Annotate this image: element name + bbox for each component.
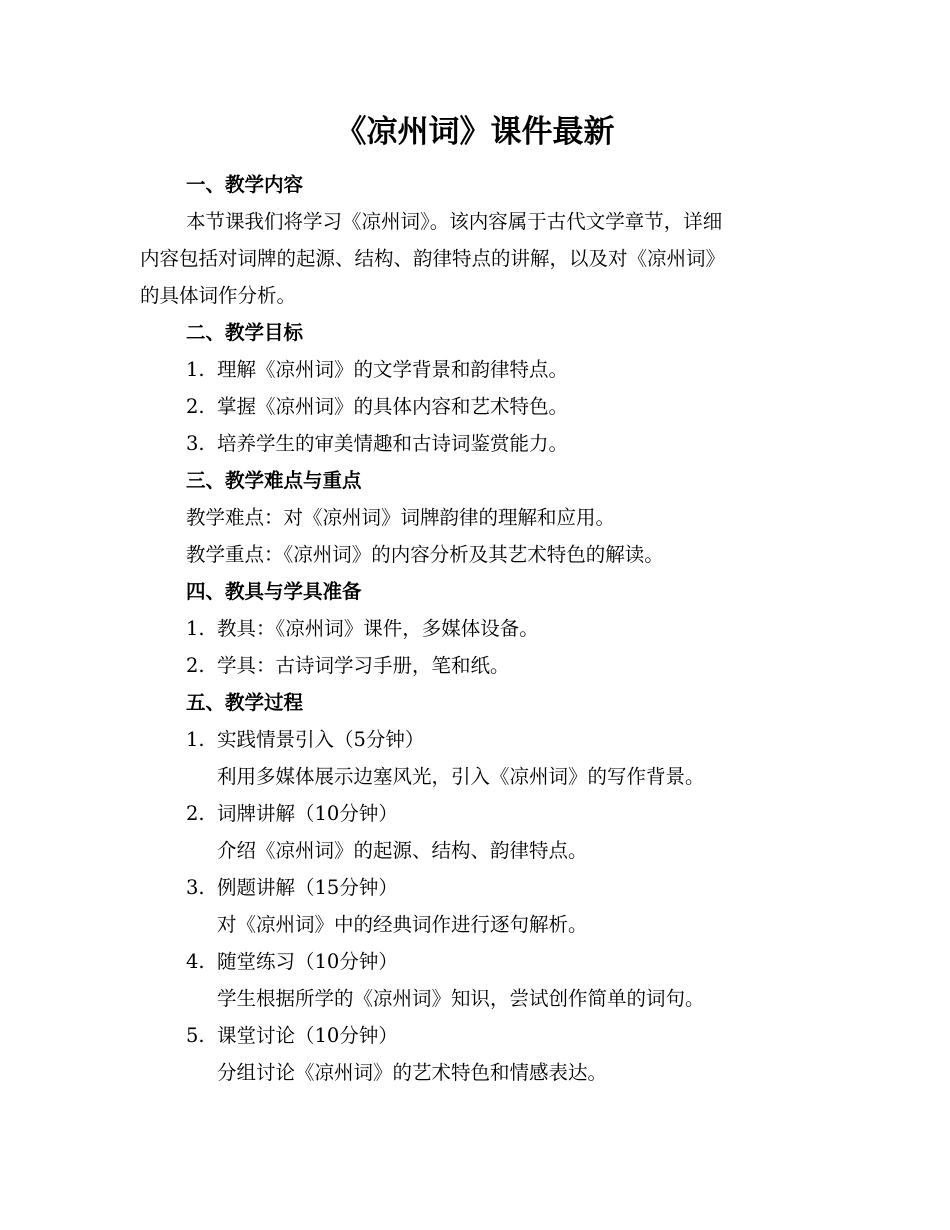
list-item: 学具：古诗词学习手册，笔和纸。 [217, 654, 510, 677]
list-number: 1. [186, 617, 205, 640]
key-point-line: 教学难点：对《凉州词》词牌韵律的理解和应用。 [186, 506, 616, 529]
step-number: 1. [186, 728, 205, 751]
list-item: 教具：《凉州词》课件，多媒体设备。 [217, 617, 539, 640]
key-point-line: 教学重点：《凉州词》的内容分析及其艺术特色的解读。 [186, 543, 664, 566]
step-description: 对《凉州词》中的经典词作进行逐句解析。 [217, 913, 588, 936]
step-description: 分组讨论《凉州词》的艺术特色和情感表达。 [217, 1061, 608, 1084]
step-description: 利用多媒体展示边塞风光，引入《凉州词》的写作背景。 [217, 765, 705, 788]
list-number: 2. [186, 654, 205, 677]
step-number: 4. [186, 950, 205, 973]
paragraph-line: 内容包括对词牌的起源、结构、韵律特点的讲解，以及对《凉州词》 [140, 247, 726, 270]
list-number: 3. [186, 432, 205, 455]
list-item: 掌握《凉州词》的具体内容和艺术特色。 [217, 395, 569, 418]
section-heading-key-points: 三、教学难点与重点 [186, 469, 362, 492]
section-heading-process: 五、教学过程 [186, 691, 304, 714]
step-description: 介绍《凉州词》的起源、结构、韵律特点。 [217, 839, 588, 862]
section-heading-content: 一、教学内容 [186, 173, 304, 196]
step-title: 随堂练习（10分钟） [217, 950, 398, 973]
document-title: 《凉州词》课件最新 [335, 114, 615, 150]
list-number: 1. [186, 358, 205, 381]
step-title: 实践情景引入（5分钟） [217, 728, 425, 751]
step-title: 词牌讲解（10分钟） [217, 802, 398, 825]
list-number: 2. [186, 395, 205, 418]
paragraph-line: 本节课我们将学习《凉州词》。该内容属于古代文学章节，详细 [186, 210, 723, 233]
step-number: 3. [186, 876, 205, 899]
list-item: 理解《凉州词》的文学背景和韵律特点。 [217, 358, 569, 381]
step-description: 学生根据所学的《凉州词》知识，尝试创作简单的词句。 [217, 987, 705, 1010]
section-heading-materials: 四、教具与学具准备 [186, 580, 362, 603]
step-title: 例题讲解（15分钟） [217, 876, 398, 899]
step-number: 2. [186, 802, 205, 825]
paragraph-line: 的具体词作分析。 [140, 284, 297, 307]
section-heading-objectives: 二、教学目标 [186, 321, 304, 344]
step-number: 5. [186, 1024, 205, 1047]
step-title: 课堂讨论（10分钟） [217, 1024, 398, 1047]
list-item: 培养学生的审美情趣和古诗词鉴赏能力。 [217, 432, 569, 455]
